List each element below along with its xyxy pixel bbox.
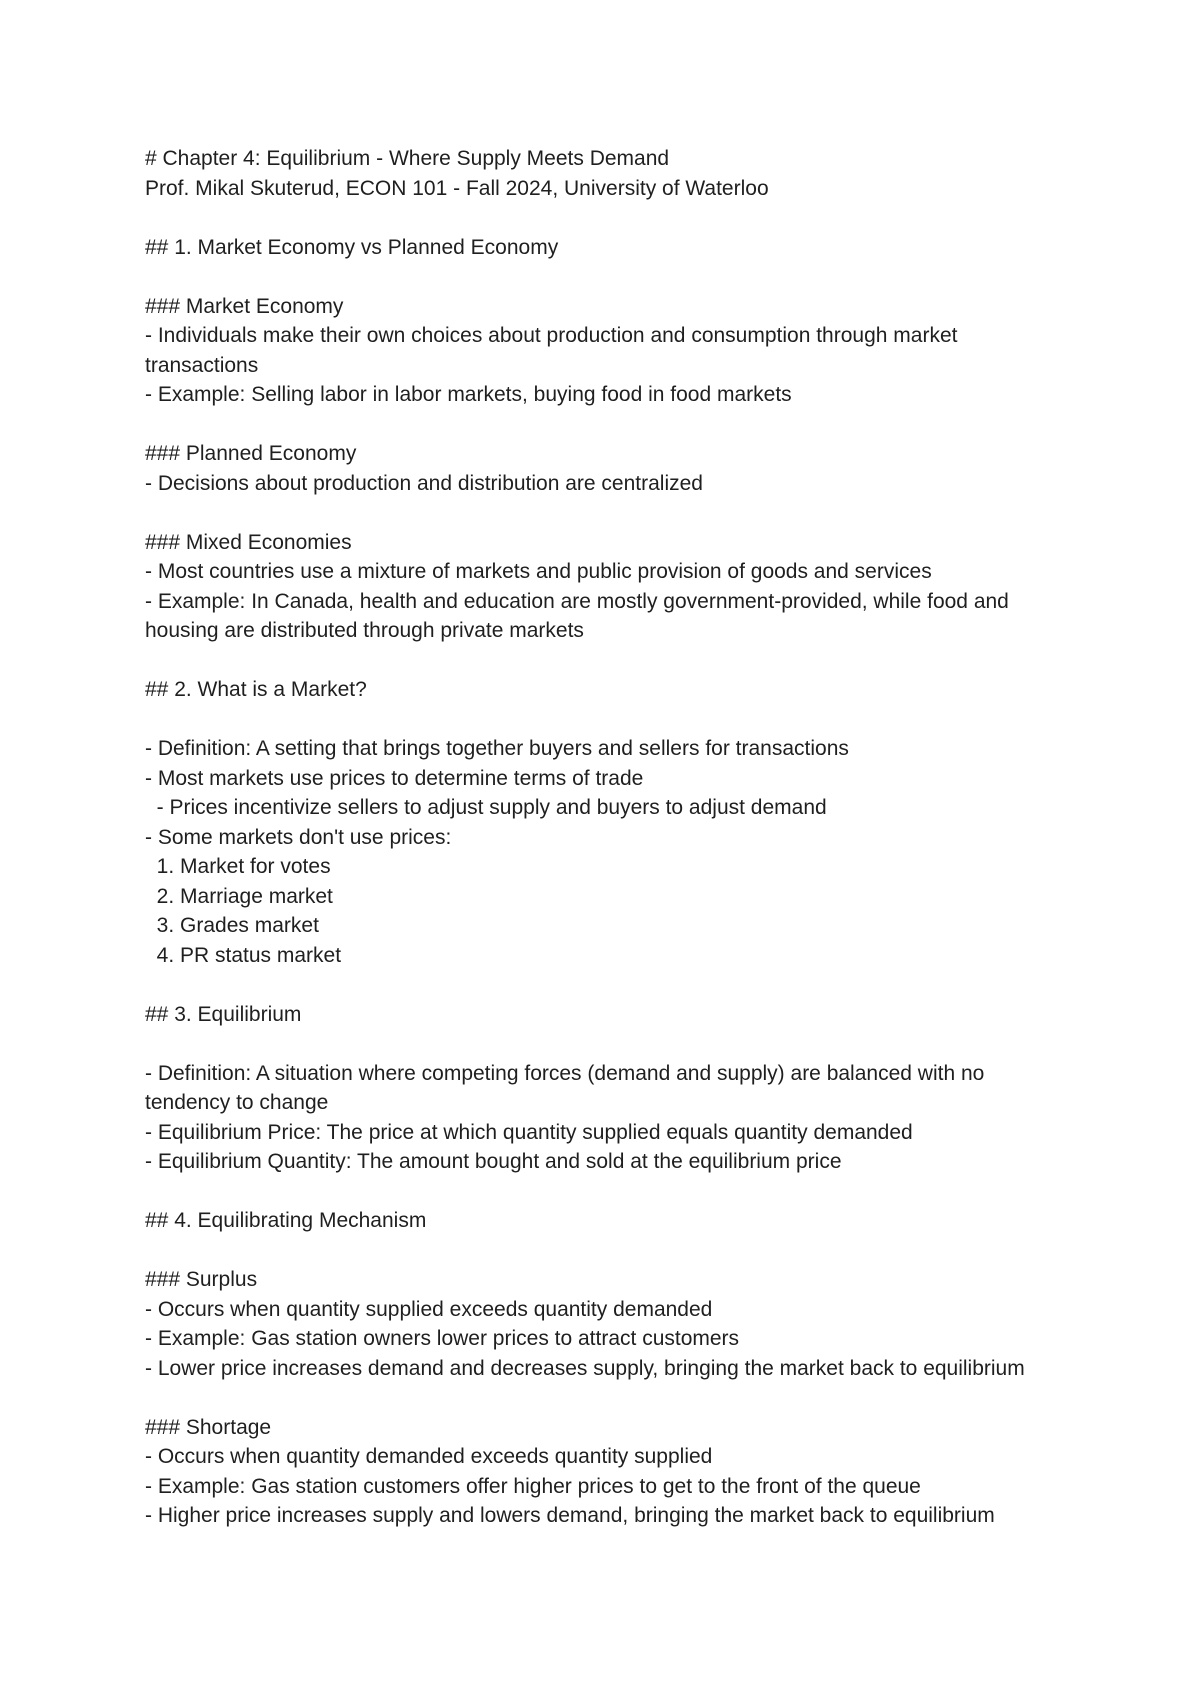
author-line: Prof. Mikal Skuterud, ECON 101 - Fall 2024, University of Waterloo (145, 176, 769, 200)
numbered-item: 4. PR status market (145, 943, 342, 967)
bullet-line: - Equilibrium Price: The price at which quantity supplied equals quantity demanded (145, 1120, 913, 1144)
blank-line (145, 646, 1065, 676)
bullet-line: - Individuals make their own choices about production and consumption through market transactions (145, 324, 964, 377)
bullet-line: - Example: In Canada, health and education are mostly government-provided, while food and housing are distributed through private markets (145, 589, 1015, 642)
subsection-heading: ### Mixed Economies (145, 530, 352, 554)
bullet-line: - Occurs when quantity demanded exceeds quantity supplied (145, 1445, 713, 1468)
blank-line (145, 1177, 1065, 1207)
bullet-line: - Example: Gas station owners lower prices to attract customers (145, 1327, 740, 1350)
bullet-line: - Lower price increases demand and decreases supply, bringing the market back to equilibrium (145, 1356, 1025, 1380)
numbered-item: 1. Market for votes (145, 855, 331, 878)
blank-line (145, 970, 1065, 1000)
bullet-line: - Most markets use prices to determine terms of trade (145, 766, 644, 790)
blank-line (145, 410, 1065, 440)
blank-line (145, 705, 1065, 735)
bullet-line: - Definition: A situation where competing forces (demand and supply) are balanced with no tendency to change (145, 1061, 991, 1114)
bullet-line: - Equilibrium Quantity: The amount bought and sold at the equilibrium price (145, 1150, 842, 1173)
section-heading: ## 2. What is a Market? (145, 678, 367, 701)
chapter-title: # Chapter 4: Equilibrium - Where Supply Meets Demand (145, 147, 670, 170)
blank-line (145, 262, 1065, 292)
blank-line (145, 1236, 1065, 1266)
bullet-line: - Occurs when quantity supplied exceeds quantity demanded (145, 1297, 713, 1321)
bullet-line: - Most countries use a mixture of markets and public provision of goods and services (145, 560, 932, 583)
bullet-line: - Example: Selling labor in labor markets, buying food in food markets (145, 383, 792, 406)
bullet-line: - Example: Gas station customers offer higher prices to get to the front of the queue (145, 1474, 921, 1498)
section-heading: ## 4. Equilibrating Mechanism (145, 1209, 427, 1232)
document-body (145, 144, 1065, 1531)
subsection-heading: ### Surplus (145, 1268, 258, 1291)
subsection-heading: ### Shortage (145, 1415, 272, 1439)
sub-bullet-line: - Prices incentivize sellers to adjust supply and buyers to adjust demand (145, 796, 827, 819)
blank-line (145, 1383, 1065, 1413)
bullet-line: - Decisions about production and distribution are centralized (145, 471, 703, 495)
bullet-line: - Definition: A setting that brings together buyers and sellers for transactions (145, 737, 849, 760)
numbered-item: 2. Marriage market (145, 884, 333, 908)
section-heading: ## 3. Equilibrium (145, 1002, 302, 1026)
blank-line (145, 203, 1065, 233)
subsection-heading: ### Market Economy (145, 294, 344, 318)
section-heading: ## 1. Market Economy vs Planned Economy (145, 235, 559, 259)
blank-line (145, 1029, 1065, 1059)
numbered-item: 3. Grades market (145, 914, 319, 937)
bullet-line: - Some markets don't use prices: (145, 825, 452, 849)
subsection-heading: ### Planned Economy (145, 442, 357, 465)
blank-line (145, 498, 1065, 528)
bullet-line: - Higher price increases supply and lowers demand, bringing the market back to equilibrium (145, 1504, 995, 1527)
